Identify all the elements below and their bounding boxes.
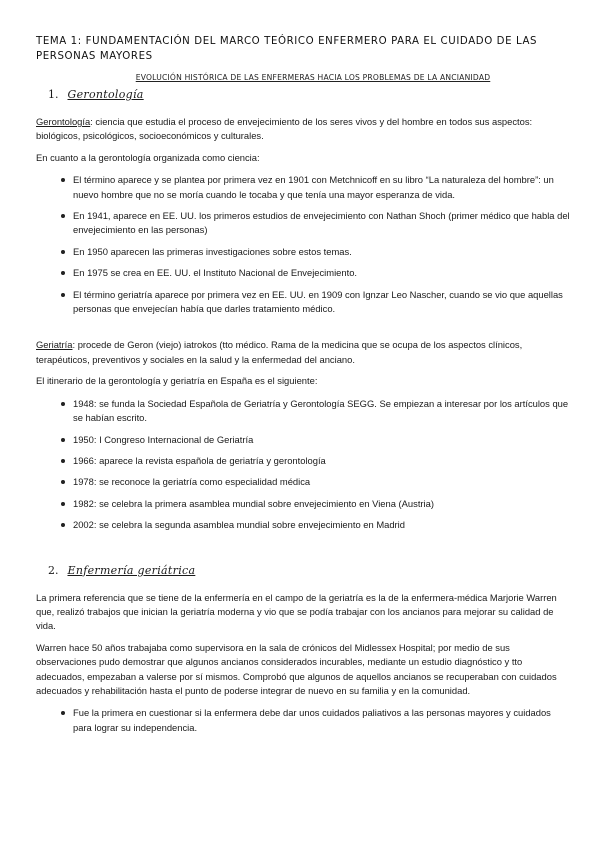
- list-item: 1966: aparece la revista española de geriatría y gerontología: [73, 454, 572, 468]
- paragraph: La primera referencia que se tiene de la enfermería en el campo de la geriatría es la de la enfermera-médica Marjorie Warren que, realizó trabajos que inician la geriatría moderna y vio que se podía trabajar con los ancianos para mejorar su calidad de vida.: [36, 591, 557, 632]
- list-item: En 1950 aparecen las primeras investigaciones sobre estos temas.: [73, 245, 572, 259]
- document-title: TEMA 1: FUNDAMENTACIÓN DEL MARCO TEÓRICO ENFERMERO PARA EL CUIDADO DE LAS PERSONAS MAYORES: [36, 36, 538, 62]
- definition-term: Gerontología: [36, 116, 91, 127]
- gerontologia-list: [36, 173, 572, 316]
- enfermeria-list: [36, 706, 572, 735]
- section-heading-gerontologia: [48, 87, 572, 103]
- section-heading-enfermeria-geriatrica: [48, 563, 572, 579]
- paragraph: Warren hace 50 años trabajaba como supervisora en la sala de crónicos del Midlessex Hospital; por medio de sus observaciones pudo demostrar que algunos ancianos considerados incurables, mediante un estudio diagnóstico y tto adecuados, empezaban a valerse por sí mismos. Comprobó que algunos de aquellos ancianos se recuperaban con cuidados adecuados y rehabilitación hasta el punto de poderse integrar de nuevo en su familia y en la comunidad.: [36, 641, 557, 696]
- list-item: 1950: I Congreso Internacional de Geriatría: [73, 433, 572, 447]
- section-title: Gerontología: [67, 88, 144, 101]
- gerontologia-intro: En cuanto a la gerontología organizada como ciencia:: [36, 151, 260, 163]
- geriatria-definition: [36, 338, 572, 367]
- section-number: 1.: [48, 88, 59, 101]
- list-item: 1978: se reconoce la geriatría como especialidad médica: [73, 475, 572, 489]
- definition-term: Geriatría: [36, 339, 73, 351]
- definition-text: : procede de Geron (viejo) iatrokos (tto médico. Rama de la medicina que se ocupa de los aspectos clínicos, terapéuticos, preventivos y sociales en la salud y la enfermedad del anciano.: [36, 339, 523, 365]
- section-title: Enfermería geriátrica: [67, 563, 196, 577]
- list-item: 1948: se funda la Sociedad Española de Geriatría y Gerontología SEGG. Se empiezan a interesar por los artículos que se habían escrito.: [73, 397, 572, 426]
- gerontologia-definition: [36, 115, 572, 144]
- definition-text: : ciencia que estudia el proceso de envejecimiento de los seres vivos y del hombre en todos sus aspectos: biológicos, psicológicos, socioeconómicos y culturales.: [36, 116, 533, 142]
- document-subtitle: EVOLUCIÓN HISTÓRICA DE LAS ENFERMERAS HACIA LOS PROBLEMAS DE LA ANCIANIDAD: [135, 73, 491, 82]
- list-item: Fue la primera en cuestionar si la enfermera debe dar unos cuidados paliativos a las personas mayores y cuidados para lograr su independencia.: [73, 706, 572, 735]
- list-item: El término geriatría aparece por primera vez en EE. UU. en 1909 con Ignzar Leo Nascher, cuando se vio que aquellas personas que envejecían había que darles tratamiento médico.: [73, 288, 572, 317]
- list-item: El término aparece y se plantea por primera vez en 1901 con Metchnicoff en su libro “La naturaleza del hombre”: un nuevo hombre que no se moría cuando le tocaba y que tenía una mayor esperanza de vida.: [73, 173, 572, 202]
- list-item: 2002: se celebra la segunda asamblea mundial sobre envejecimiento en Madrid: [73, 518, 572, 532]
- section-number: 2.: [48, 563, 59, 577]
- list-item: En 1941, aparece en EE. UU. los primeros estudios de envejecimiento con Nathan Shoch (primer médico que habla del envejecimiento en las personas): [73, 209, 572, 238]
- itinerary-list: [36, 397, 572, 533]
- itinerary-intro: El itinerario de la gerontología y geriatría en España es el siguiente:: [36, 375, 318, 387]
- list-item: 1982: se celebra la primera asamblea mundial sobre envejecimiento en Viena (Austria): [73, 497, 572, 511]
- list-item: En 1975 se crea en EE. UU. el Instituto Nacional de Envejecimiento.: [73, 266, 572, 280]
